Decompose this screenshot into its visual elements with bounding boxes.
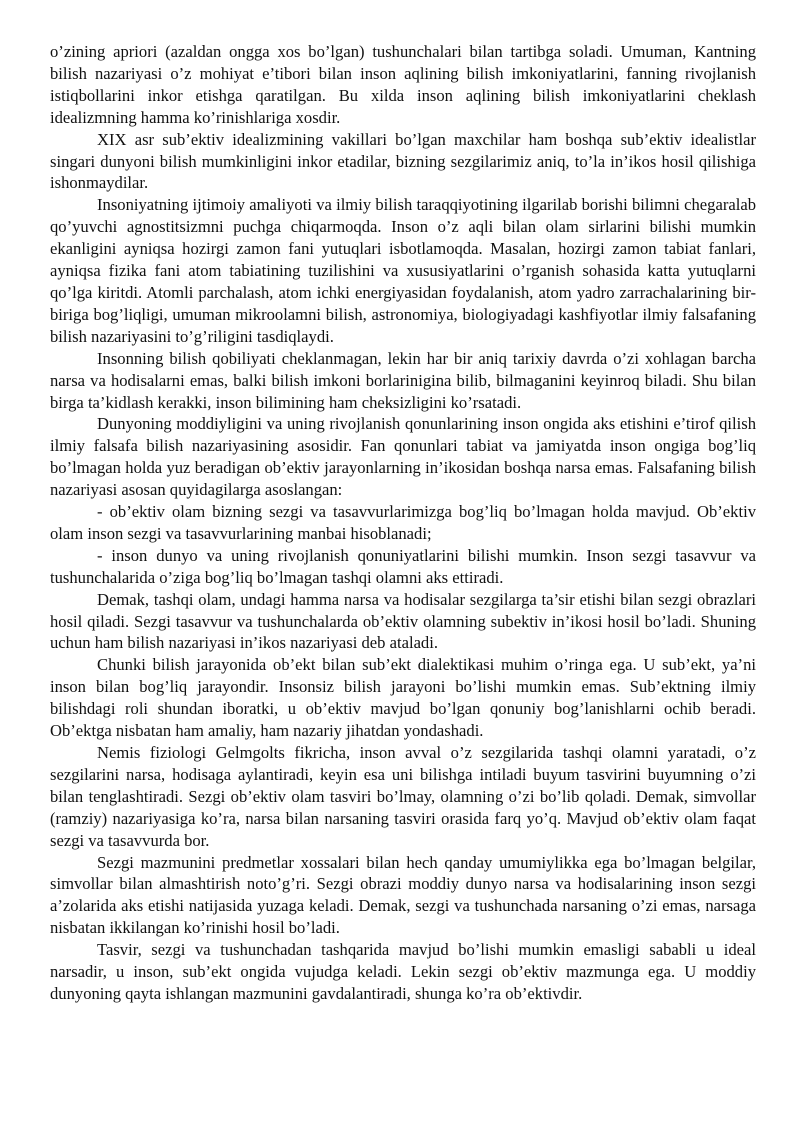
paragraph-4: Insonning bilish qobiliyati cheklanmagan, lekin har bir aniq tarixiy davrda o’zi xohlagan barcha narsa va hodisalarni emas, balki bilish imkoni borlarinigina bilib, bilmaganini keyinroq biladi. Shu bilan birga ta’kidlash kerakki, inson bilimining ham cheksizligini ko’rsatadi. [50, 348, 756, 412]
document-page [50, 41, 756, 1005]
paragraph-12: Tasvir, sezgi va tushunchadan tashqarida mavjud bo’lishi mumkin emasligi sababli u ideal narsadir, u inson, sub’ekt ongida vujudga keladi. Lekin sezgi ob’ektiv mazmunga ega. U moddiy dunyoning qayta ishlangan mazmunini gavdalantiradi, shunga ko’ra ob’ektivdir. [50, 940, 756, 1003]
paragraph-11: Sezgi mazmunini predmetlar xossalari bilan hech qanday umumiylikka ega bo’lmagan belgilar, simvollar bilan almashtirish noto’g’ri. Sezgi obrazi moddiy dunyo narsa va hodisalarining inson sezgi a’zolarida aks etishi natijasida yuzaga keladi. Demak, sezgi va tushunchada narsaning o’zi emas, narsaga nisbatan ikkilangan ko’rinishi hosil bo’ladi. [50, 852, 756, 938]
paragraph-5: Dunyoning moddiyligini va uning rivojlanish qonunlarining inson ongida aks etishini e’tirof qilish ilmiy falsafa bilish nazariyasining asosidir. Fan qonunlari tabiat va jamiyatda inson ongiga bog’liq bo’lmagan holda yuz beradigan ob’ektiv jarayonlarning in’ikosidan boshqa narsa emas. Falsafaning bilish nazariyasi asosan quyidagilarga asoslangan: [50, 414, 756, 500]
paragraph-6-list-item: - ob’ektiv olam bizning sezgi va tasavvurlarimizga bog’liq bo’lmagan holda mavjud. Ob’ektiv olam inson sezgi va tasavvurlarining manbai hisoblanadi; [50, 502, 756, 543]
paragraph-10: Nemis fiziologi Gelmgolts fikricha, inson avval o’z sezgilarida tashqi olamni yaratadi, o’z sezgilarini narsa, hodisaga aylantiradi, keyin esa uni bilishga intiladi buyum tasvirini buyumning o’zi bilan tenglashtiradi. Sezgi ob’ektiv olam tasviri bo’lmay, olamning o’zi bo’lib qoladi. Demak, simvollar (ramziy) nazariyasiga ko’ra, narsa bilan narsaning tasviri orasida farq yo’q. Mavjud ob’ektiv olam faqat sezgi va tasavvurda bor. [50, 743, 756, 850]
paragraph-7-list-item: - inson dunyo va uning rivojlanish qonuniyatlarini bilishi mumkin. Inson sezgi tasavvur va tushunchalarida o’ziga bog’liq bo’lmagan tashqi olamni aks ettiradi. [50, 545, 756, 587]
paragraph-9: Chunki bilish jarayonida ob’ekt bilan sub’ekt dialektikasi muhim o’ringa ega. U sub’ekt, ya’ni inson bilan bog’liq jarayondir. Insonsiz bilish jarayoni bo’lishi mumkin emas. Sub’ektning ilmiy bilishdagi roli shundan iboratki, u ob’ektiv mavjud bo’lgan qonuniy bog’lanishlarni ochib beradi. Ob’ektga nisbatan ham amaliy, ham nazariy jihatdan yondashadi. [50, 655, 756, 741]
paragraph-1: o’zining apriori (azaldan ongga xos bo’lgan) tushunchalari bilan tartibga soladi. Umuman, Kantning bilish nazariyasi o’z mohiyat e’tibori bilan inson aqlining bilish imkoniyatlarini, fanning rivojlanish istiqbollarini inkor etishga qaratilgan. Bu xilda inson aqlining bilish imkoniyatlarini cheklash idealizmning hamma ko’rinishlariga xosdir. [50, 42, 756, 127]
paragraph-3: Insoniyatning ijtimoiy amaliyoti va ilmiy bilish taraqqiyotining ilgarilab borishi bilimni chegaralab qo’yuvchi agnostitsizmni puchga chiqarmoqda. Inson o’z aqli bilan olam sirlarini bilishi mumkin ekanligini ayniqsa hozirgi zamon fani yutuqlari isbotlamoqda. Masalan, hozirgi zamon tabiat fanlari, ayniqsa fizika fani atom tabiatining tuzilishini va xususiyatlarini o’rganish sohasida katta yutuqlarni qo’lga kiritdi. Atomli parchalash, atom ichki energiyasidan foydalanish, atom yadro zarrachalarining bir-biriga bog’liqligi, umuman mikroolamni bilish, astronomiya, biologiyadagi kashfiyotlar ilmiy falsafaning bilish nazariyasini to’g’riligini tasdiqlaydi. [50, 195, 756, 346]
paragraph-8: Demak, tashqi olam, undagi hamma narsa va hodisalar sezgilarga ta’sir etishi bilan sezgi obrazlari hosil qiladi. Sezgi tasavvur va tushunchalarda ob’ektiv olamning subektiv in’ikosi hosil bo’ladi. Shuning uchun ham bilish nazariyasi in’ikos nazariyasi deb ataladi. [50, 589, 756, 653]
paragraph-2: XIX asr sub’ektiv idealizmining vakillari bo’lgan maxchilar ham boshqa sub’ektiv idealistlar singari dunyoni bilish mumkinligini inkor etadilar, bizning sezgilarimiz aniq, to’la in’ikos hosil qilishiga ishonmaydilar. [50, 129, 756, 193]
